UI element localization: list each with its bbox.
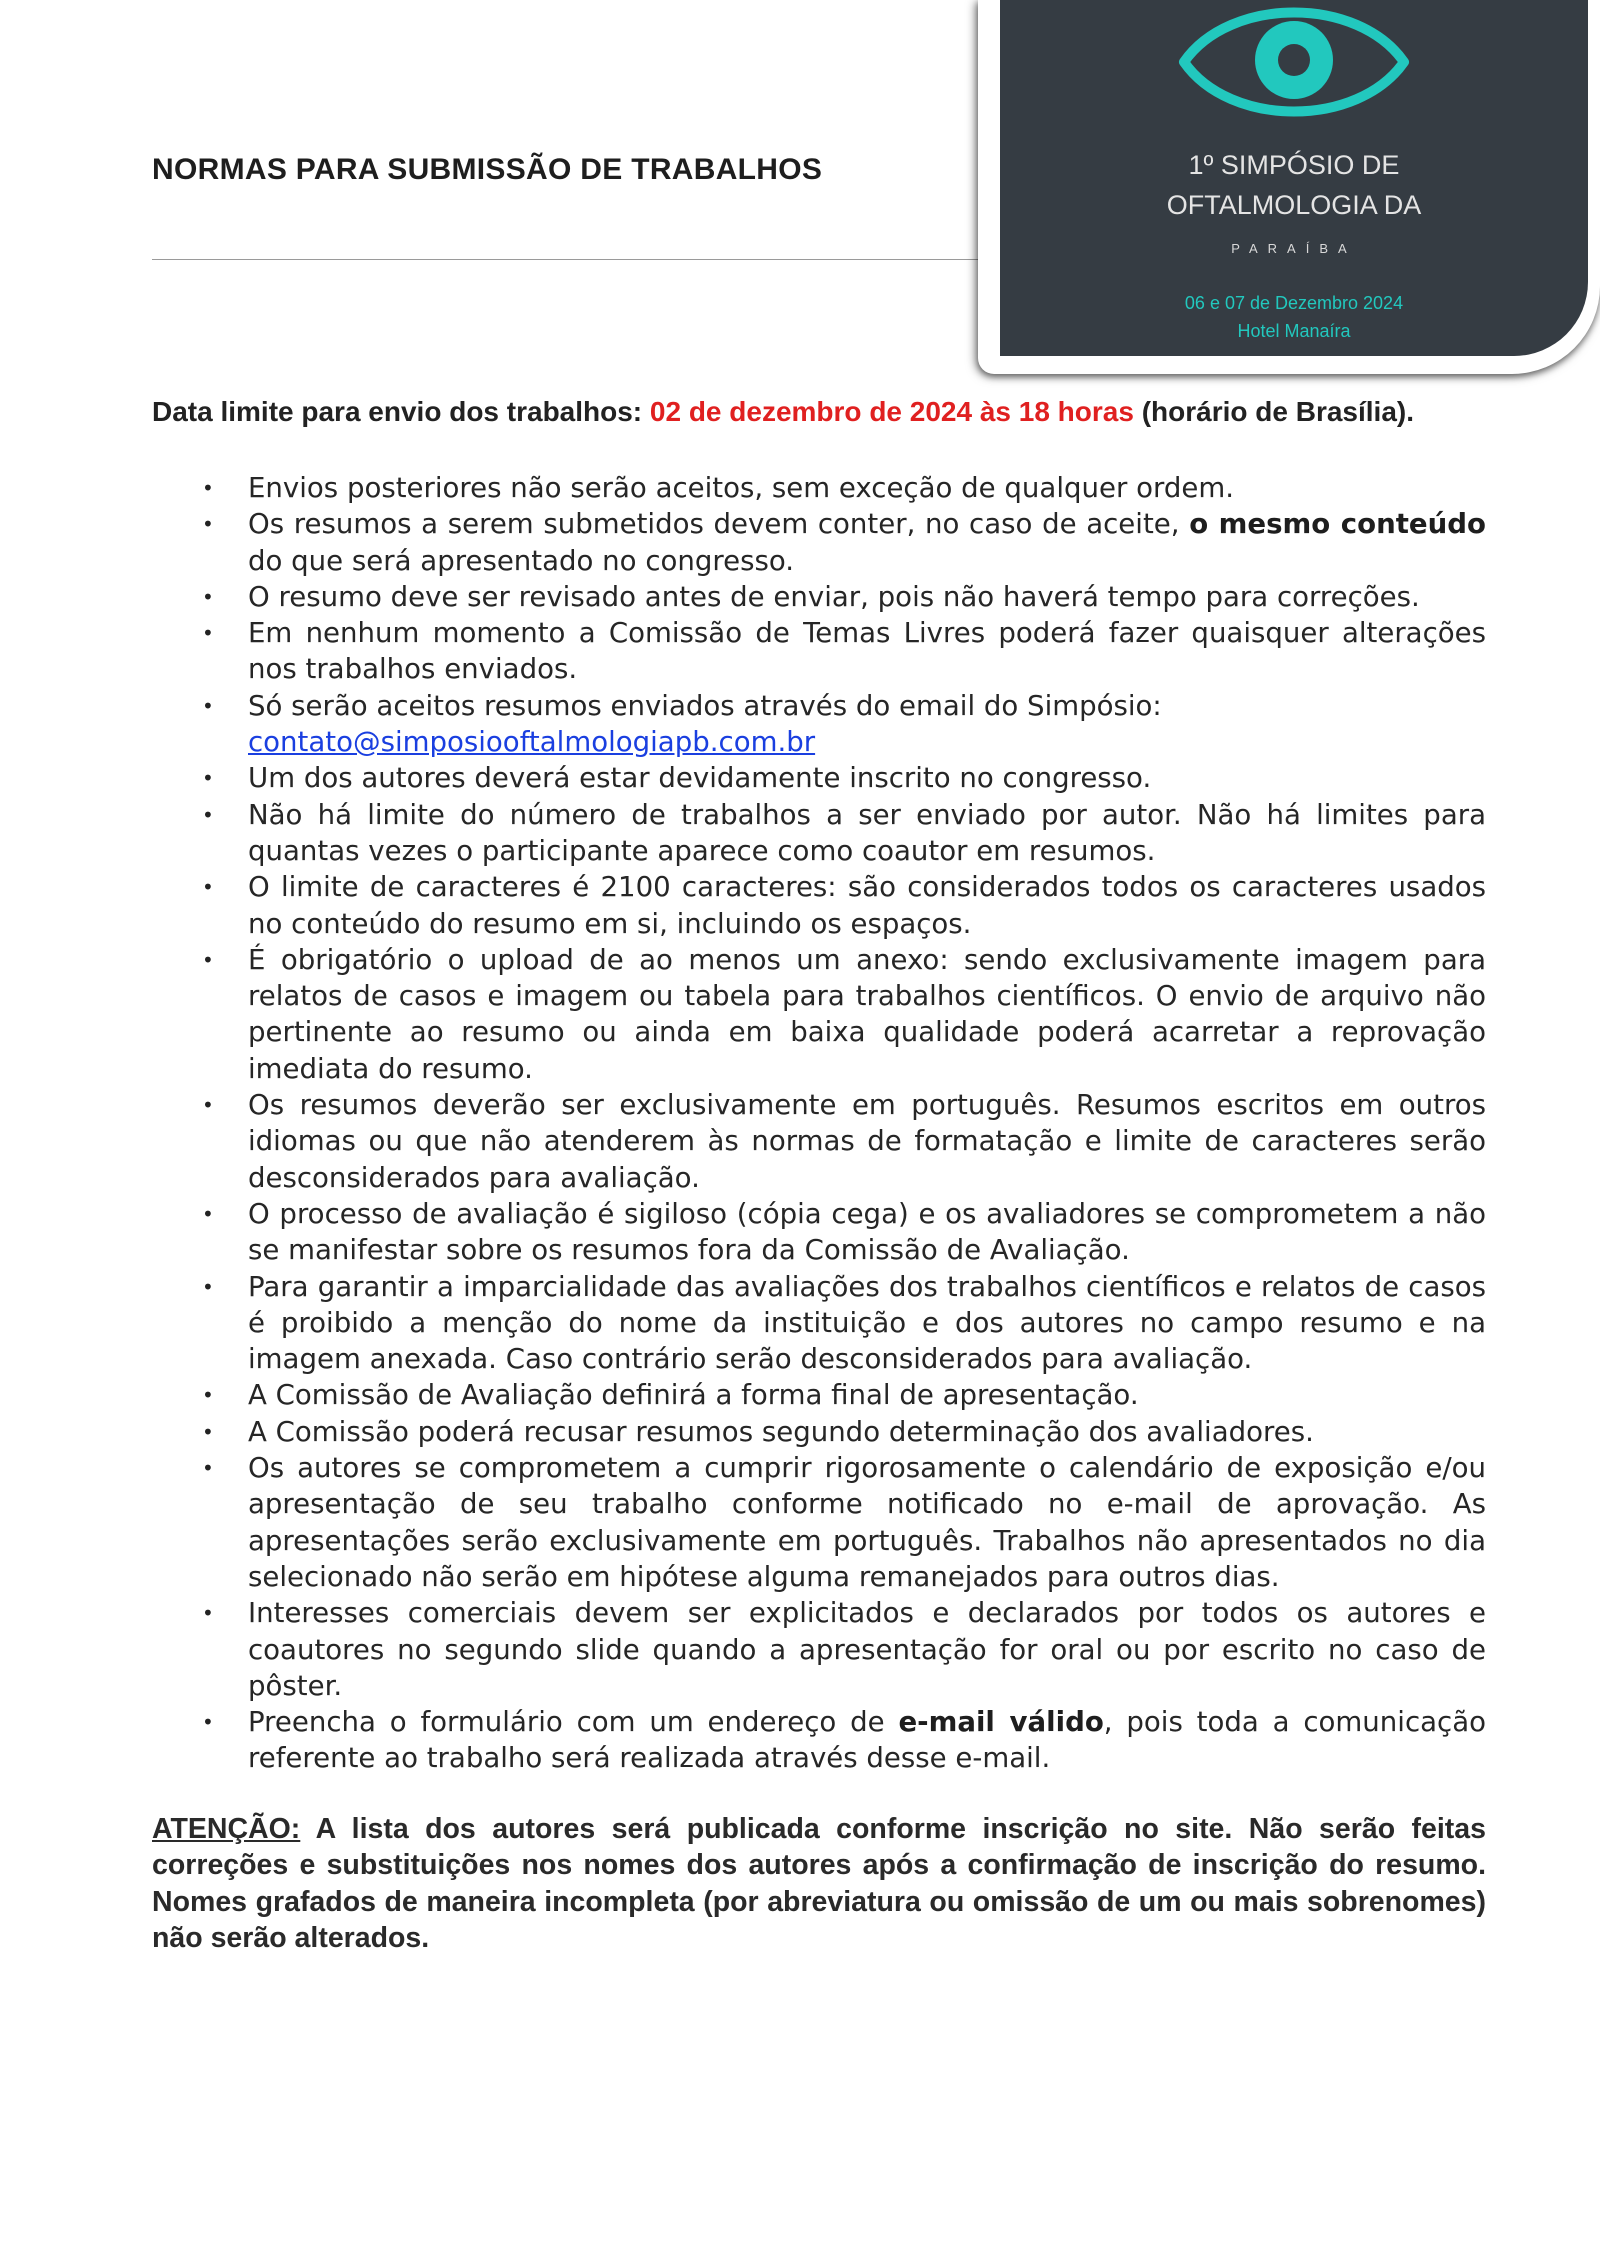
title-divider bbox=[152, 259, 997, 260]
rule-item bbox=[248, 1414, 1486, 1450]
rule-item bbox=[248, 942, 1486, 1087]
rule-text: do que será apresentado no congresso. bbox=[248, 543, 795, 577]
logo-title-line2: OFTALMOLOGIA DA bbox=[1166, 190, 1422, 220]
rule-item bbox=[248, 1377, 1486, 1413]
rule-text: A Comissão poderá recusar resumos segundo determinação dos avaliadores. bbox=[248, 1414, 1314, 1448]
rule-text: Os resumos a serem submetidos devem conter, no caso de aceite, bbox=[248, 507, 1190, 541]
rule-text: , pois toda a comunicação referente ao trabalho será realizada através desse e-mail. bbox=[248, 1705, 1486, 1775]
event-logo bbox=[1000, 0, 1588, 356]
rule-text: Envios posteriores não serão aceitos, sem exceção de qualquer ordem. bbox=[248, 471, 1234, 504]
rule-text: A Comissão de Avaliação definirá a forma final de apresentação. bbox=[248, 1378, 1139, 1412]
rule-text: É obrigatório o upload de ao menos um anexo: sendo exclusivamente imagem para relatos de casos e imagem ou tabela para trabalhos científicos. O envio de arquivo não pertinente ao resumo ou ainda em baixa qualidade poderá acarretar a reprovação imediata do resumo. bbox=[248, 942, 1486, 1085]
rule-text: Preencha o formulário com um endereço de bbox=[248, 1705, 899, 1739]
logo-venue: Hotel Manaíra bbox=[1237, 321, 1351, 341]
rule-text: Interesses comerciais devem ser explicitados e declarados por todos os autores e coautores no segundo slide quando a apresentação for oral ou por escrito no caso de pôster. bbox=[248, 1596, 1486, 1702]
rule-item bbox=[248, 615, 1486, 688]
logo-dates: 06 e 07 de Dezembro 2024 bbox=[1184, 293, 1404, 313]
rule-item bbox=[248, 797, 1486, 870]
rule-item bbox=[248, 688, 1486, 761]
rule-item bbox=[248, 506, 1486, 579]
rule-item bbox=[248, 869, 1486, 942]
rule-emphasis: o mesmo conteúdo bbox=[1189, 507, 1486, 541]
attention-label: ATENÇÃO: bbox=[152, 1813, 301, 1845]
attention-notice bbox=[152, 1811, 1486, 1956]
rule-item bbox=[248, 760, 1486, 796]
rule-text: O limite de caracteres é 2100 caracteres: são considerados todos os caracteres usados no conteúdo do resumo em si, incluindo os espaços. bbox=[248, 870, 1486, 940]
rule-item bbox=[248, 1269, 1486, 1378]
rule-item bbox=[248, 1087, 1486, 1196]
logo-title-line1: 1º SIMPÓSIO DE bbox=[1188, 150, 1400, 180]
rule-item bbox=[248, 1450, 1486, 1595]
deadline-timezone: (horário de Brasília). bbox=[1133, 396, 1415, 427]
rule-item bbox=[248, 1704, 1486, 1777]
rule-item bbox=[248, 1196, 1486, 1269]
rule-text: Um dos autores deverá estar devidamente inscrito no congresso. bbox=[248, 761, 1152, 795]
contact-email-link[interactable]: contato@simposiooftalmologiapb.com.br bbox=[248, 725, 816, 759]
rule-text: Não há limite do número de trabalhos a ser enviado por autor. Não há limites para quantas vezes o participante aparece como coautor em resumos. bbox=[248, 797, 1486, 867]
submission-deadline bbox=[152, 396, 1486, 428]
page-title: NORMAS PARA SUBMISSÃO DE TRABALHOS bbox=[152, 153, 823, 186]
logo-state: PARAÍBA bbox=[1231, 241, 1357, 256]
rule-text: O resumo deve ser revisado antes de enviar, pois não haverá tempo para correções. bbox=[248, 579, 1420, 613]
rule-emphasis: e-mail válido bbox=[898, 1705, 1104, 1739]
rule-text: Para garantir a imparcialidade das avaliações dos trabalhos científicos e relatos de casos é proibido a menção do nome da instituição e dos autores no campo resumo e na imagem anexada. Caso contrário serão desconsiderados para avaliação. bbox=[248, 1269, 1486, 1376]
rule-item bbox=[248, 470, 1486, 506]
rule-item bbox=[248, 579, 1486, 615]
eye-icon bbox=[1170, 0, 1418, 140]
rule-text: Os autores se comprometem a cumprir rigorosamente o calendário de exposição e/ou apresentação de seu trabalho conforme notificado no e-mail de aprovação. As apresentações serão exclusivamente em português. Trabalhos não apresentados no dia selecionado não serão em hipótese alguma remanejados para outros dias. bbox=[248, 1451, 1486, 1593]
rule-text: Os resumos deverão ser exclusivamente em português. Resumos escritos em outros idiomas ou que não atenderem às normas de formatação e limite de caracteres serão desconsiderados para avaliação. bbox=[248, 1088, 1486, 1194]
rule-text: O processo de avaliação é sigiloso (cópia cega) e os avaliadores se comprometem a não se manifestar sobre os resumos fora da Comissão de Avaliação. bbox=[248, 1196, 1486, 1267]
attention-text: A lista dos autores será publicada conforme inscrição no site. Não serão feitas correções e substituições nos nomes dos autores após a confirmação de inscrição do resumo. Nomes grafados de maneira incompleta (por abreviatura ou omissão de um ou mais sobrenomes) não serão alterados. bbox=[152, 1813, 1486, 1954]
rules-list bbox=[248, 470, 1486, 1777]
rule-item bbox=[248, 1595, 1486, 1704]
deadline-label: Data limite para envio dos trabalhos: bbox=[152, 396, 650, 427]
deadline-date: 02 de dezembro de 2024 às 18 horas bbox=[649, 396, 1134, 427]
rule-text: Só serão aceitos resumos enviados através do email do Simpósio: bbox=[248, 688, 1162, 722]
rule-text: Em nenhum momento a Comissão de Temas Livres poderá fazer quaisquer alterações nos trabalhos enviados. bbox=[248, 616, 1486, 686]
